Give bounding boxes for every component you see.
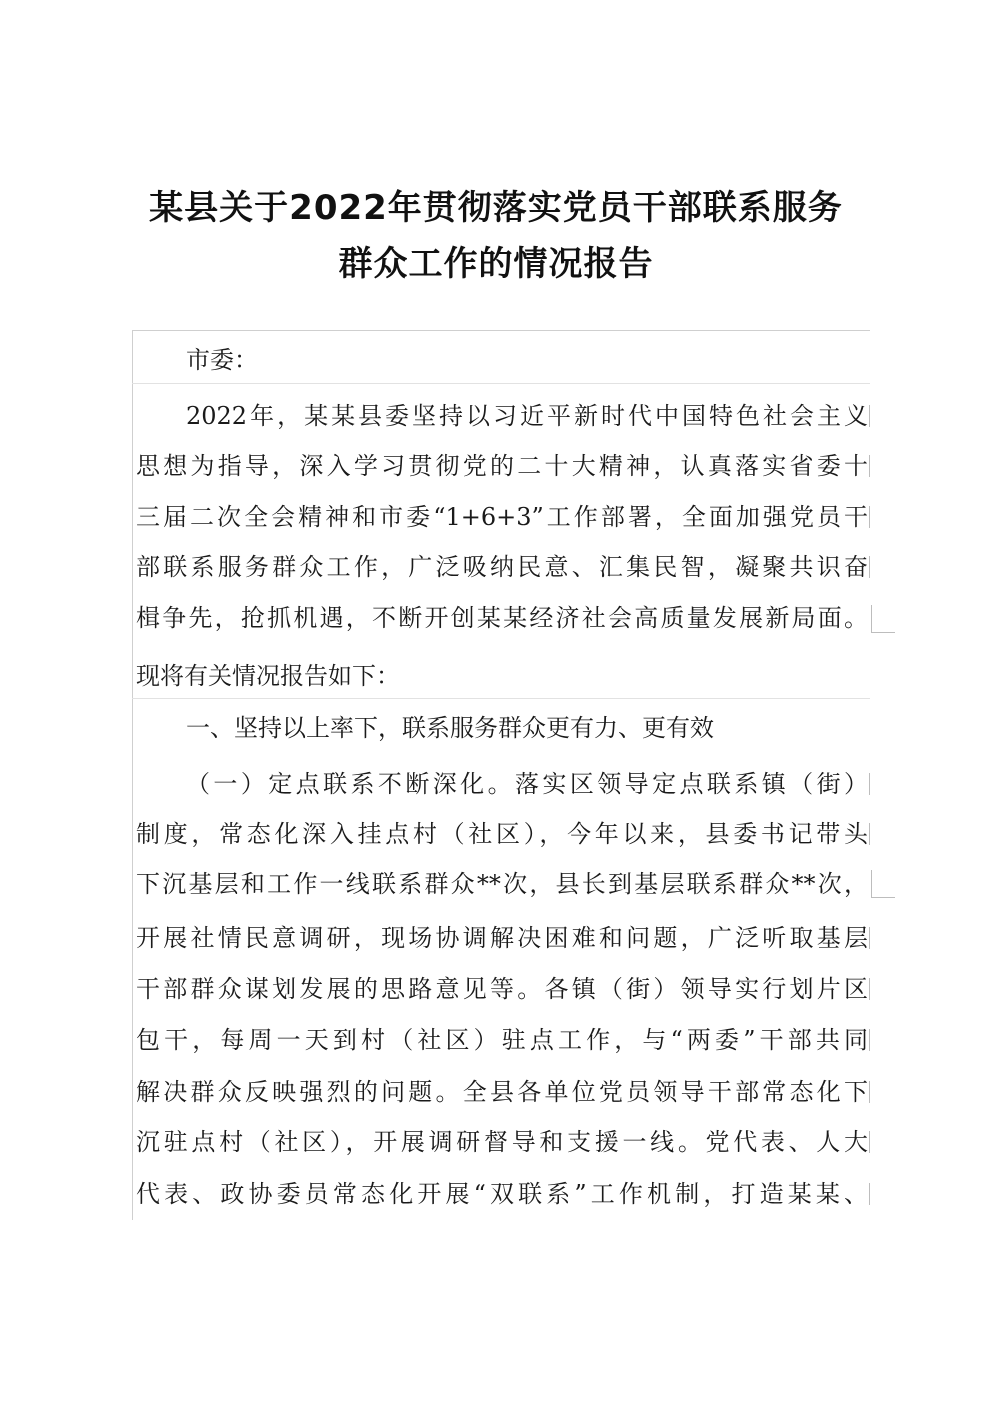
paragraph-separator: [132, 698, 870, 699]
line-end-marker: [869, 773, 870, 795]
line-end-marker: [869, 1029, 870, 1051]
line-end-marker: [869, 1081, 870, 1103]
paragraph-separator: [132, 383, 870, 384]
paragraph2-line: 代表、政协委员常态化开展“双联系”工作机制，打造某某、: [136, 1180, 868, 1208]
line-end-marker: [869, 1183, 870, 1205]
paragraph2-line: 下沉基层和工作一线联系群众**次，县长到基层联系群众**次，: [136, 870, 868, 898]
paragraph2-line: 包干，每周一天到村（社区）驻点工作，与“两委”干部共同: [136, 1026, 868, 1054]
line-end-marker: [869, 823, 870, 845]
paragraph1-line: 部联系服务群众工作，广泛吸纳民意、汇集民智，凝聚共识奋: [136, 553, 868, 581]
paragraph1-line: 现将有关情况报告如下：: [136, 662, 400, 690]
line-end-marker: [869, 455, 870, 477]
line-end-marker: [871, 870, 895, 898]
line-end-marker: [869, 978, 870, 1000]
line-end-marker: [869, 556, 870, 578]
paragraph2-line: 开展社情民意调研，现场协调解决困难和问题，广泛听取基层: [136, 924, 868, 952]
paragraph2-line: 沉驻点村（社区），开展调研督导和支援一线。党代表、人大: [136, 1128, 868, 1156]
document-title-line2: 群众工作的情况报告: [338, 244, 654, 284]
paragraph2-line: （一）定点联系不断深化。落实区领导定点联系镇（街）: [186, 770, 868, 798]
paragraph2-line: 干部群众谋划发展的思路意见等。各镇（街）领导实行划片区: [136, 975, 868, 1003]
paragraph2-line: 解决群众反映强烈的问题。全县各单位党员领导干部常态化下: [136, 1078, 868, 1106]
line-end-marker: [869, 1131, 870, 1153]
document-title-line1: 某县关于2022年贯彻落实党员干部联系服务: [149, 188, 843, 228]
paragraph2-line: 制度，常态化深入挂点村（社区），今年以来，县委书记带头: [136, 820, 868, 848]
paragraph1-line: 思想为指导，深入学习贯彻党的二十大精神，认真落实省委十: [136, 452, 868, 480]
line-end-marker: [869, 405, 870, 427]
section-heading: 一、坚持以上率下，联系服务群众更有力、更有效: [186, 714, 714, 742]
salutation: 市委：: [186, 346, 258, 374]
text-frame-left-border: [132, 330, 133, 1220]
line-end-marker: [869, 927, 870, 949]
paragraph1-line: 2022年，某某县委坚持以习近平新时代中国特色社会主义: [186, 402, 868, 430]
line-end-marker: [869, 506, 870, 528]
line-end-marker: [871, 605, 895, 633]
text-frame-top-border: [132, 330, 870, 331]
paragraph1-line: 楫争先，抢抓机遇，不断开创某某经济社会高质量发展新局面。: [136, 604, 868, 632]
paragraph1-line: 三届二次全会精神和市委“1+6+3”工作部署，全面加强党员干: [136, 503, 868, 531]
